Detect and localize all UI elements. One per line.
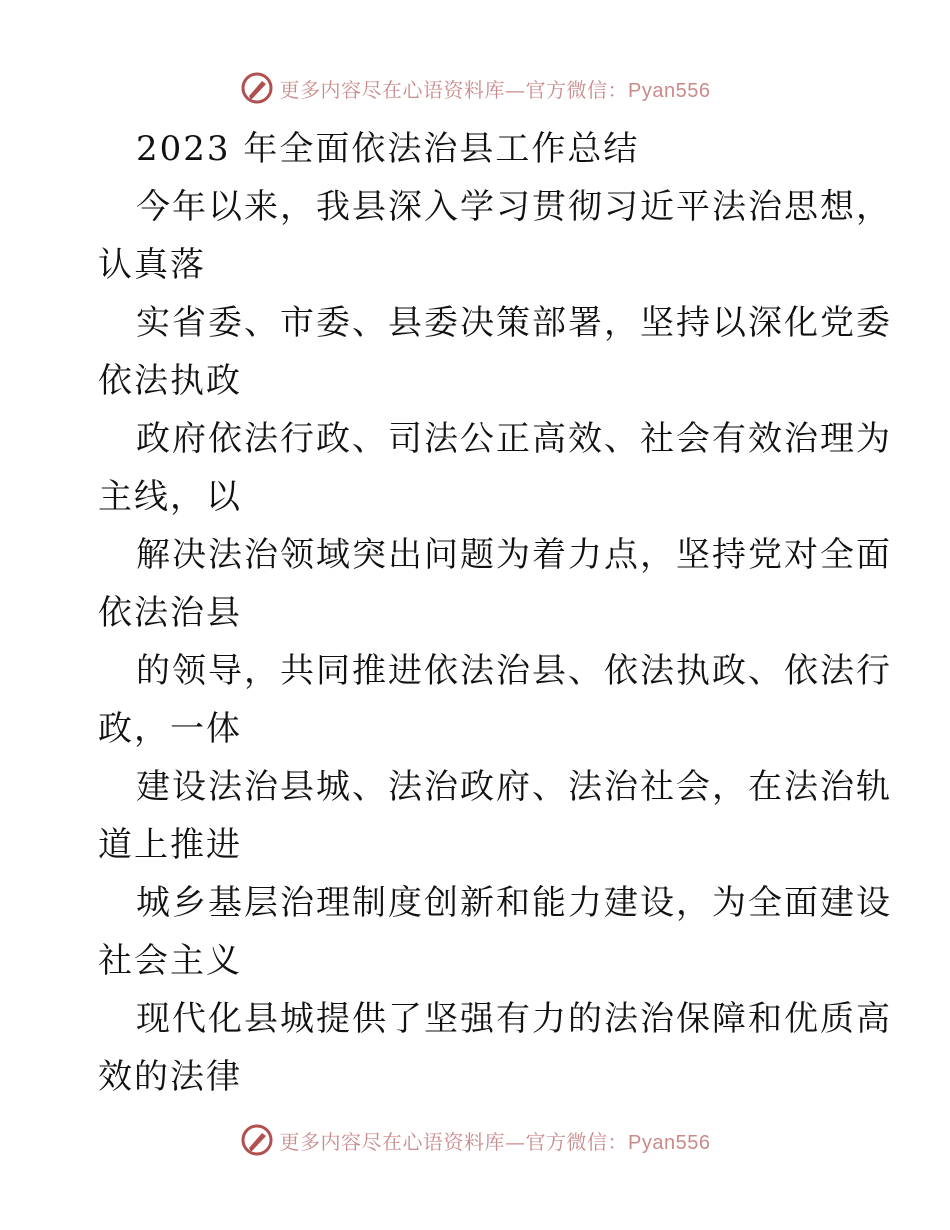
document-paragraph [98,178,892,1106]
text-line: 依法治县 [98,593,242,633]
pen-logo-icon [240,71,274,105]
watermark-text: 更多内容尽在心语资料库—官方微信：Pyan556 [279,1129,711,1154]
text-line: 主线，以 [98,477,242,517]
text-line: 效的法律 [98,1057,242,1097]
document-body [98,120,892,1106]
text-line: 社会主义 [98,941,242,981]
text-line: 政府依法行政、司法公正高效、社会有效治理为 [136,419,892,459]
text-line: 依法执政 [98,361,242,401]
text-line: 实省委、市委、县委决策部署，坚持以深化党委 [136,303,892,343]
watermark-banner-bottom [0,1120,950,1160]
text-line: 道上推进 [98,825,242,865]
text-line: 今年以来，我县深入学习贯彻习近平法治思想， [136,187,892,227]
text-line: 建设法治县城、法治政府、法治社会，在法治轨 [136,767,892,807]
text-line: 城乡基层治理制度创新和能力建设，为全面建设 [136,883,892,923]
watermark-text: 更多内容尽在心语资料库—官方微信：Pyan556 [279,77,711,102]
pen-logo-icon [240,1123,274,1157]
text-line: 解决法治领域突出问题为着力点，坚持党对全面 [136,535,892,575]
document-title: 2023 年全面依法治县工作总结 [136,129,640,169]
text-line: 的领导，共同推进依法治县、依法执政、依法行 [136,651,892,691]
watermark-banner-top [0,68,950,108]
text-line: 现代化县城提供了坚强有力的法治保障和优质高 [136,999,892,1039]
text-line: 政，一体 [98,709,242,749]
text-line: 认真落 [98,245,206,285]
